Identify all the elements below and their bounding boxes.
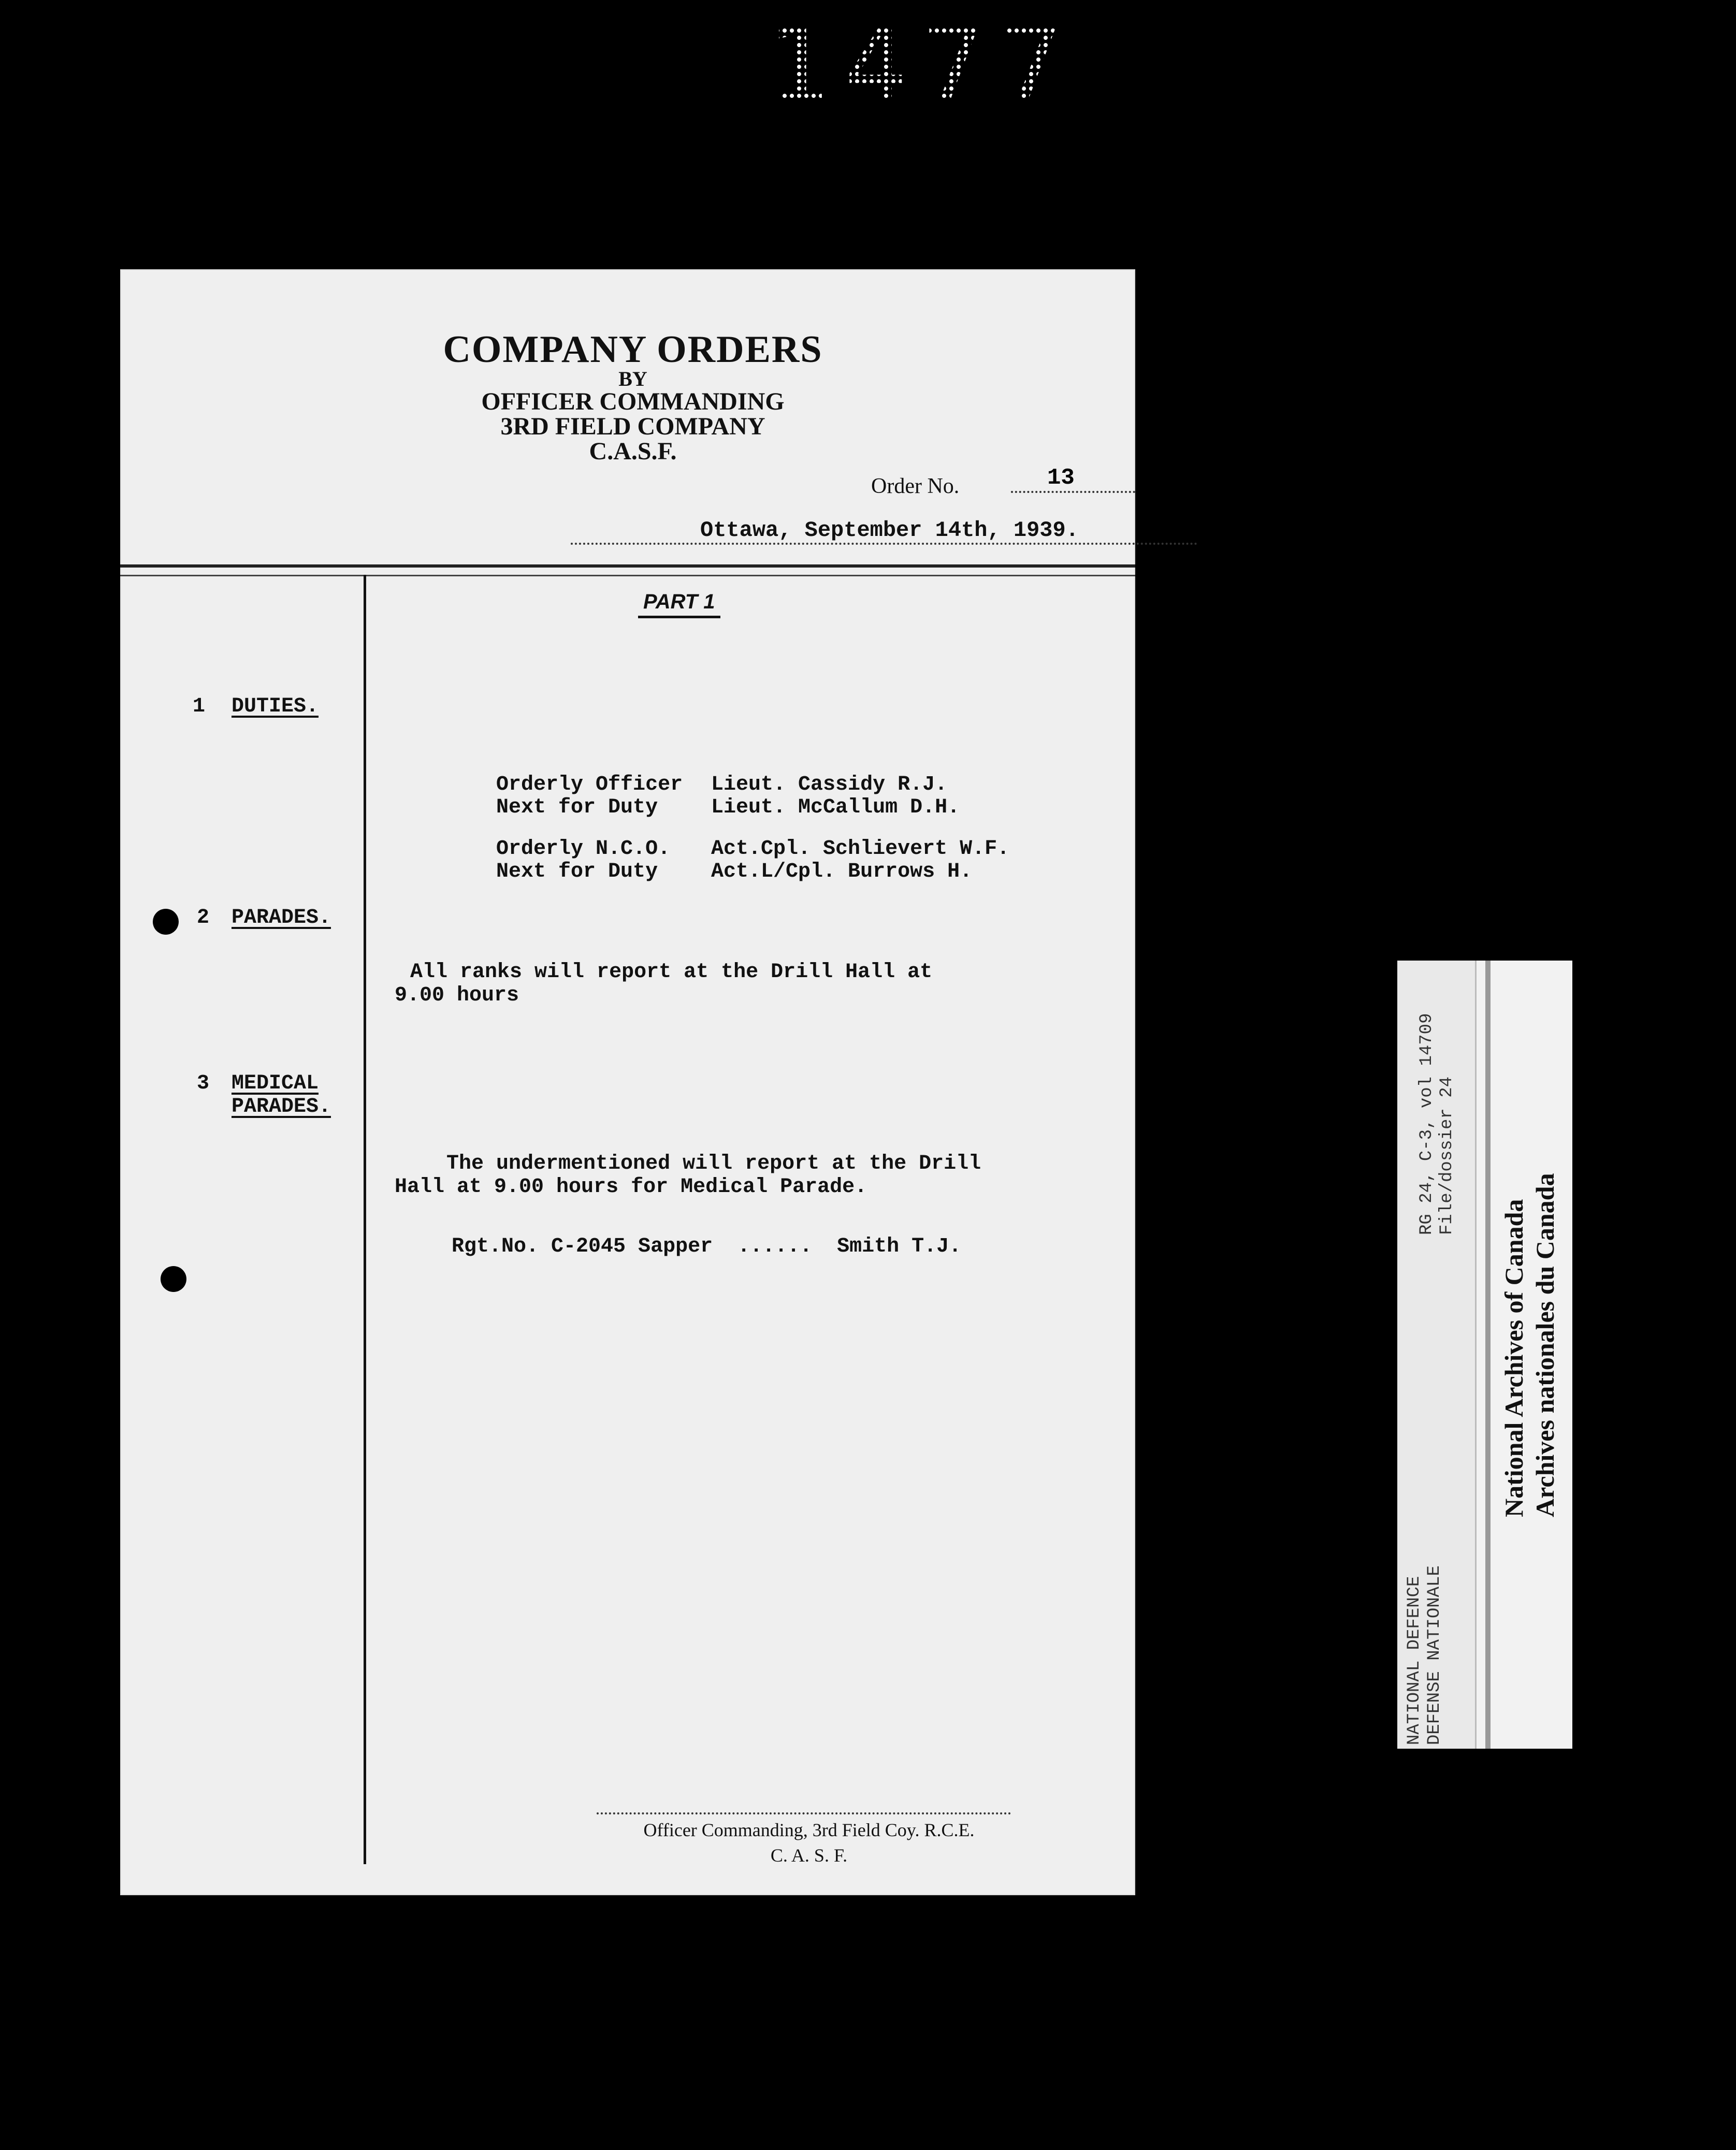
archive-reference [1417, 1013, 1457, 1235]
section-number: 3 [197, 1072, 210, 1095]
masthead-line3: C.A.S.F. [589, 438, 677, 465]
duty-role: Orderly N.C.O. [496, 837, 671, 861]
margin-column-rule [364, 575, 366, 1864]
section-title-medical-parades: PARADES. [232, 1095, 331, 1118]
header-rule [120, 564, 1135, 568]
medical-text-line1: The undermentioned will report at the Drill [446, 1152, 981, 1175]
duty-name: Lieut. McCallum D.H. [711, 796, 960, 819]
duty-name: Act.L/Cpl. Burrows H. [711, 860, 973, 883]
section-title-medical: MEDICAL [232, 1072, 319, 1095]
duty-role: Next for Duty [496, 860, 658, 883]
signature-block [586, 1818, 1032, 1868]
section-title-parades: PARADES. [232, 906, 331, 929]
header-rule-secondary [120, 575, 1135, 576]
archive-reference-line2: File/dossier 24 [1437, 1076, 1457, 1235]
frame-number: 1477 [766, 5, 1108, 104]
order-no-value: 13 [1011, 465, 1135, 493]
section-number: 1 [193, 695, 206, 718]
medical-entry: Rgt.No. C-2045 Sapper ...... Smith T.J. [452, 1235, 962, 1258]
masthead [431, 330, 835, 464]
masthead-line2: 3RD FIELD COMPANY [500, 413, 765, 440]
archive-org-line2: DEFENSE NATIONALE [1425, 1565, 1445, 1745]
section-title-duties: DUTIES. [232, 695, 319, 718]
duty-role: Next for Duty [496, 796, 658, 819]
parades-text-line1: All ranks will report at the Drill Hall at [410, 961, 933, 984]
duty-row [446, 837, 972, 907]
masthead-by: BY [618, 367, 647, 390]
archive-org-line1: NATIONAL DEFENCE [1405, 1576, 1424, 1745]
masthead-title: COMPANY ORDERS [443, 328, 823, 371]
archive-reference-line1: RG 24, C-3, vol 14709 [1417, 1013, 1437, 1235]
duty-name: Lieut. Cassidy R.J. [711, 773, 948, 796]
order-no-label: Order No. [871, 474, 960, 498]
archive-name [1498, 1173, 1560, 1517]
archive-label [1397, 961, 1572, 1749]
archive-organisation [1405, 1565, 1445, 1745]
duty-name: Act.Cpl. Schlievert W.F. [711, 837, 1010, 861]
place-date: Ottawa, September 14th, 1939. [571, 518, 1197, 545]
punch-hole [153, 909, 179, 935]
archive-name-line2: Archives nationales du Canada [1530, 1173, 1559, 1517]
medical-text-line2: Hall at 9.00 hours for Medical Parade. [395, 1175, 867, 1199]
signature-line1: Officer Commanding, 3rd Field Coy. R.C.E. [643, 1820, 975, 1840]
archive-label-fold [1485, 961, 1491, 1749]
document-sheet [120, 269, 1135, 1895]
masthead-line1: OFFICER COMMANDING [481, 388, 785, 415]
signature-line [597, 1812, 1011, 1814]
archive-name-line1: National Archives of Canada [1499, 1199, 1528, 1517]
parades-text-line2: 9.00 hours [395, 984, 519, 1007]
duty-role: Orderly Officer [496, 773, 683, 796]
punch-hole [161, 1266, 186, 1292]
signature-line2: C. A. S. F. [770, 1844, 848, 1866]
section-number: 2 [197, 906, 210, 929]
part-heading: PART 1 [638, 590, 720, 618]
